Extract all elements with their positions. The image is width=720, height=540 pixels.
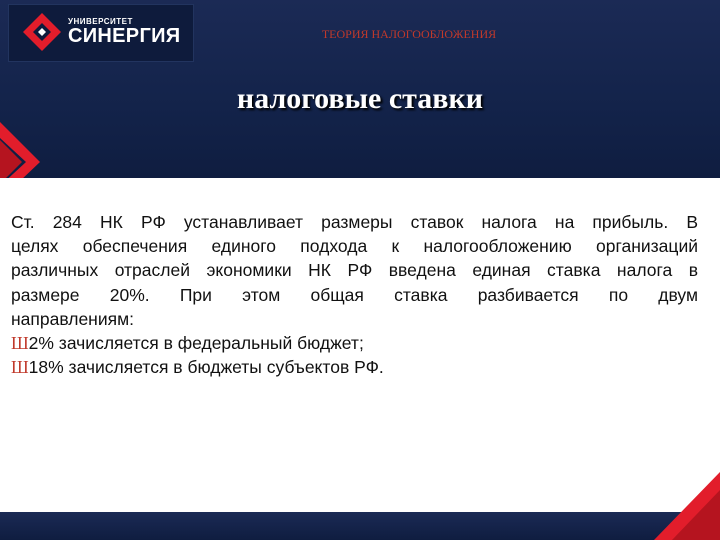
course-subject: ТЕОРИЯ НАЛОГООБЛОЖЕНИЯ — [321, 27, 497, 41]
university-logo — [8, 4, 194, 62]
slide-body — [11, 210, 698, 379]
body-line: Ст. 284 НК РФ устанавливает размеры ставок налога на прибыль. В — [11, 212, 698, 232]
list-item-text: 18% зачисляется в бюджеты субъектов РФ. — [28, 357, 384, 378]
slide-title: налоговые ставки — [236, 82, 484, 115]
synergy-logo-icon — [22, 12, 62, 52]
red-chevron-decoration — [0, 100, 46, 178]
footer-band — [0, 512, 720, 540]
bullet-marker: Ш — [11, 333, 29, 354]
header-band — [0, 0, 720, 178]
list-item — [11, 331, 698, 355]
body-line: целях обеспечения единого подхода к налогообложению организаций — [11, 236, 698, 257]
bullet-marker: Ш — [11, 357, 29, 378]
body-line: направлениям: — [11, 308, 134, 329]
body-line: различных отраслей экономики НК РФ введена единая ставка налога в — [11, 260, 698, 281]
body-line: размере 20%. При этом общая ставка разбивается по двум — [11, 284, 698, 305]
logo-caption: УНИВЕРСИТЕТ — [68, 17, 133, 26]
list-item — [11, 355, 698, 379]
logo-wordmark: СИНЕРГИЯ — [68, 25, 181, 47]
corner-chevron-decoration — [624, 472, 720, 540]
list-item-text: 2% зачисляется в федеральный бюджет; — [28, 333, 364, 354]
